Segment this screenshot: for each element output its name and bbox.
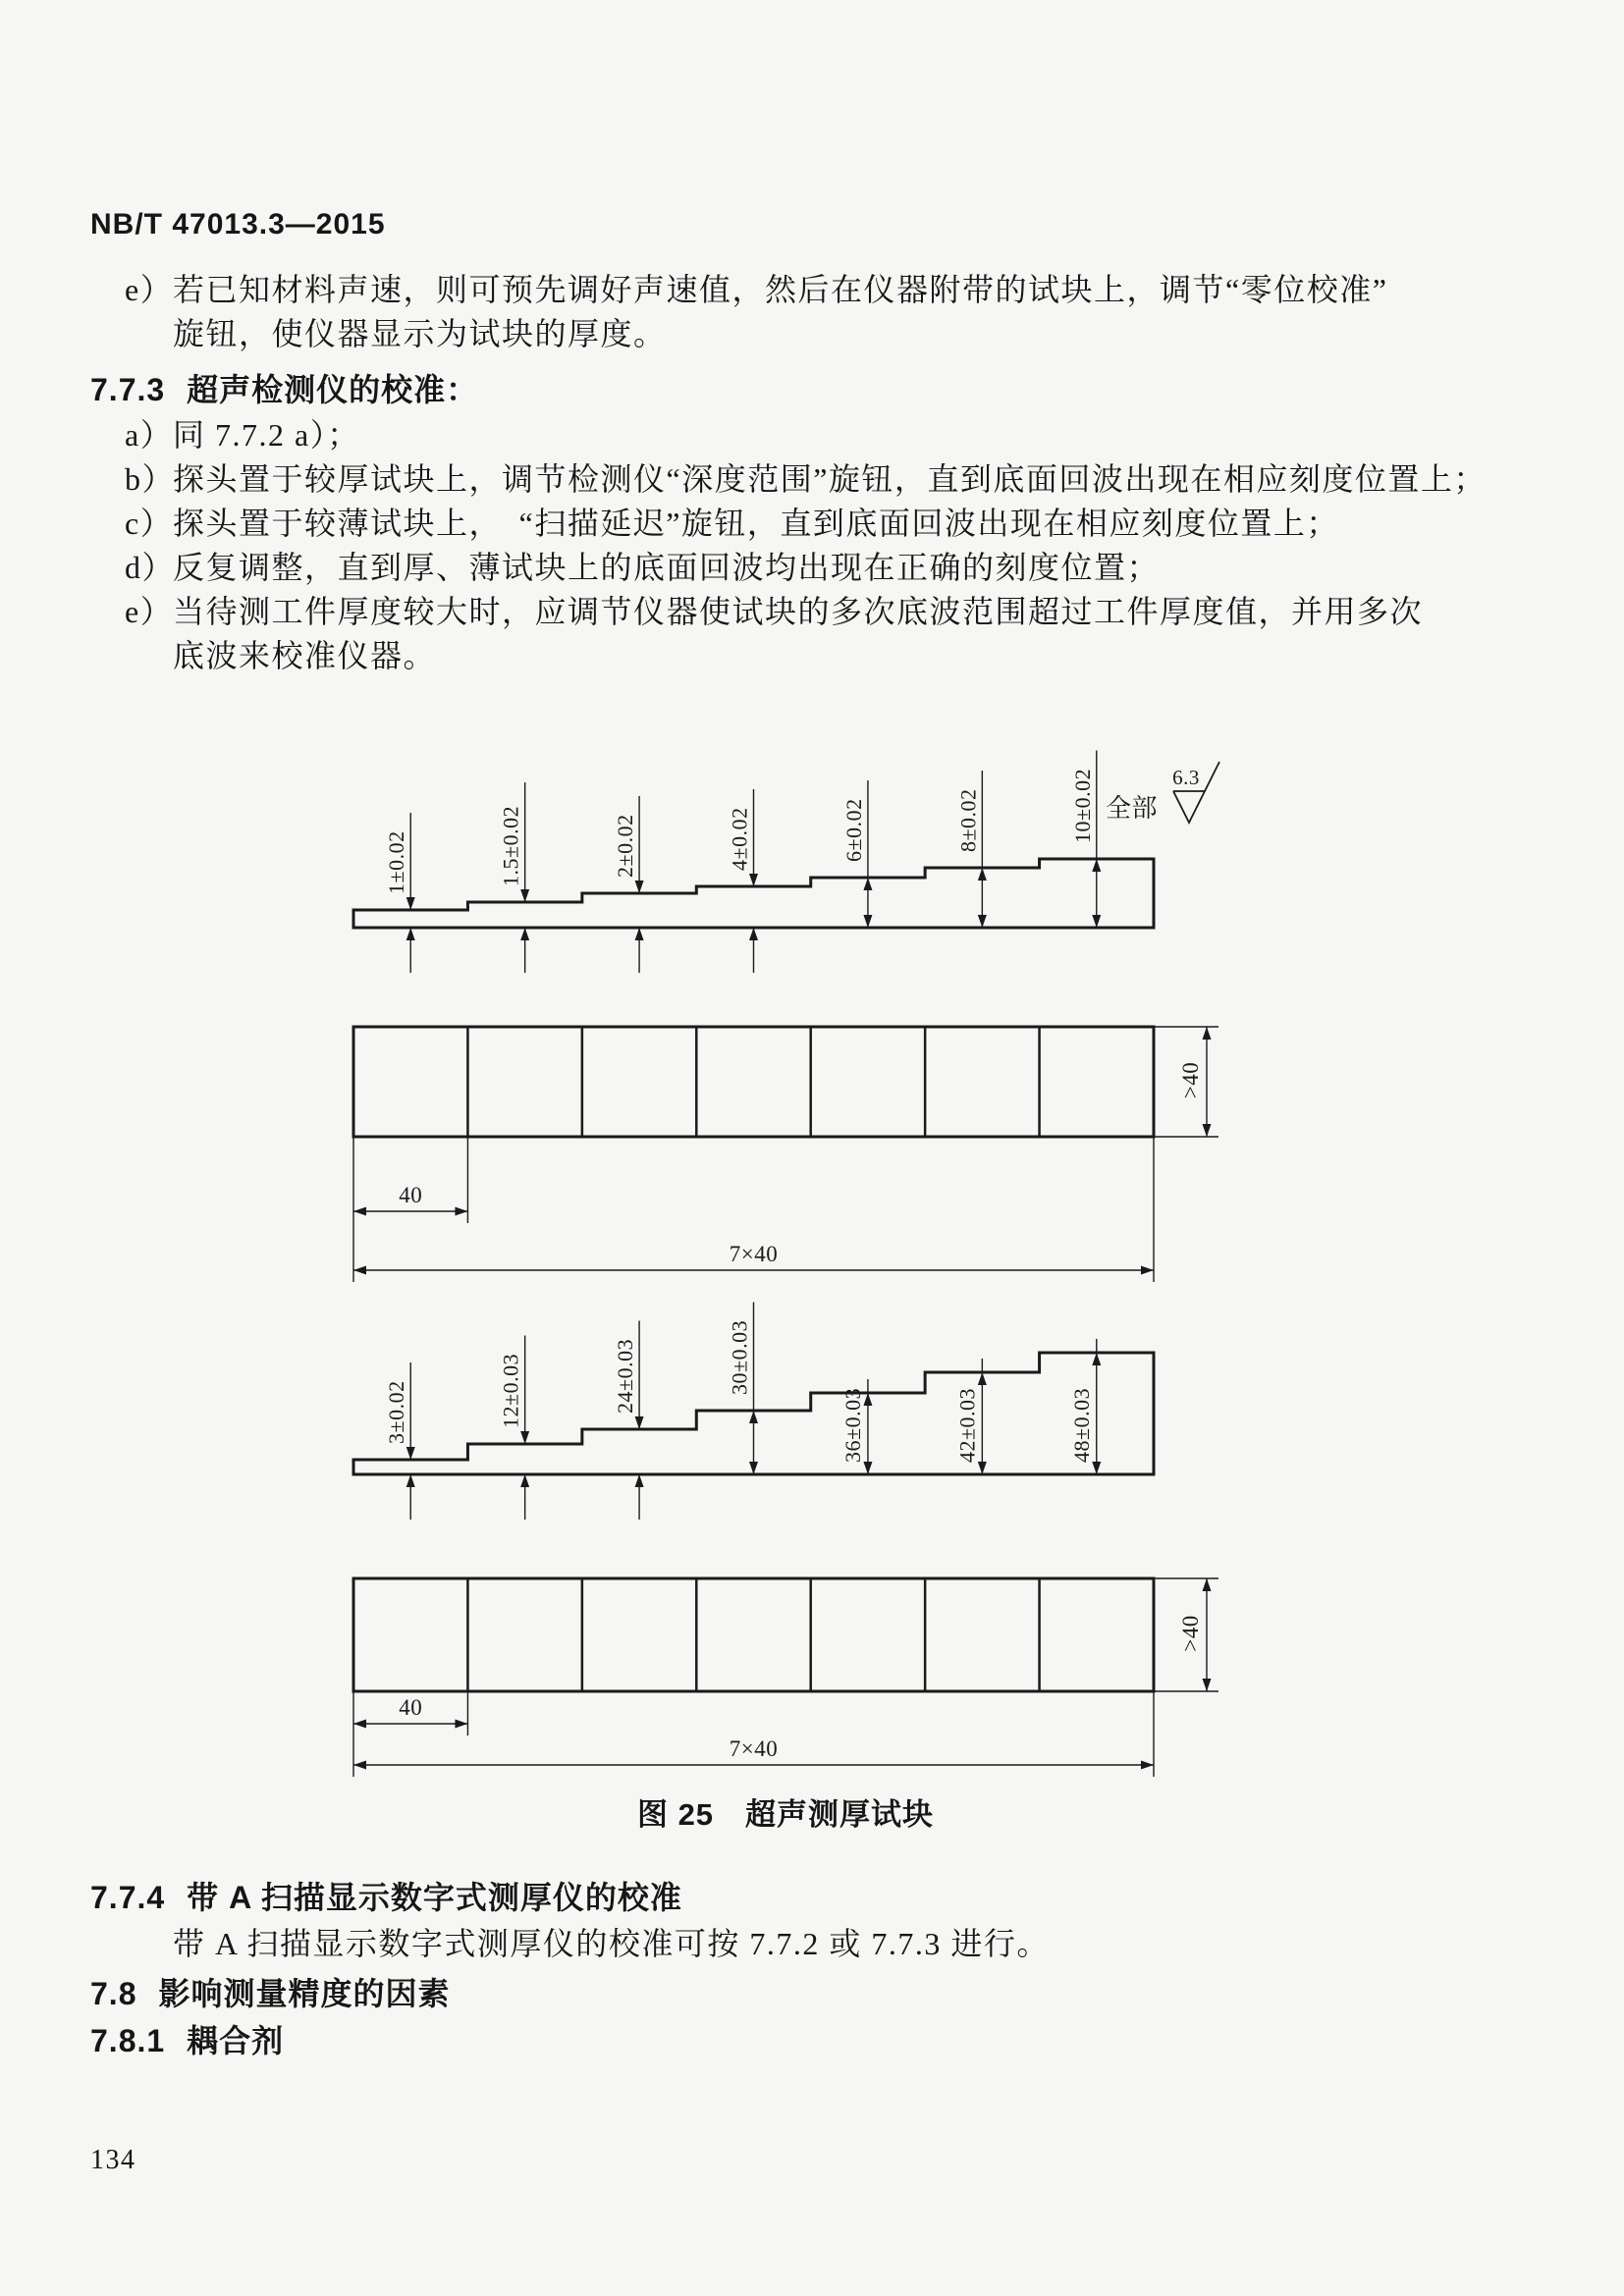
step-dim-label: 1±0.02 xyxy=(384,830,409,894)
total-width-label: 7×40 xyxy=(729,1736,779,1761)
cell-width-label: 40 xyxy=(399,1183,423,1207)
item-c-text: 探头置于较薄试块上， “扫描延迟”旋钮，直到底面回波出现在相应刻度位置上； xyxy=(173,506,1339,541)
page-number: 134 xyxy=(90,2145,136,2175)
item-d-marker: d） xyxy=(125,550,176,585)
clause-7-7-3-number: 7.7.3 xyxy=(90,372,166,407)
clause-7-7-3-title: 超声检测仪的校准： xyxy=(187,372,479,407)
total-width-label: 7×40 xyxy=(729,1242,779,1266)
item-e-text: 当待测工件厚度较大时，应调节仪器使试块的多次底波范围超过工件厚度值，并用多次 xyxy=(173,594,1424,629)
step-dim-label: 1.5±0.02 xyxy=(498,805,523,886)
item-c-marker: c） xyxy=(125,506,174,541)
step-dim-label: 8±0.02 xyxy=(955,788,981,852)
para-e-line2: 旋钮，使仪器显示为试块的厚度。 xyxy=(173,316,667,351)
item-d-text: 反复调整，直到厚、薄试块上的底面回波均出现在正确的刻度位置； xyxy=(173,550,1161,585)
clause-7-8-1-heading xyxy=(90,2024,284,2058)
step-dim-label: 24±0.03 xyxy=(613,1338,638,1414)
item-b-marker: b） xyxy=(125,461,176,497)
depth-label: >40 xyxy=(1178,1061,1203,1099)
clause-7-8-heading xyxy=(90,1977,451,2011)
document-header: NB/T 47013.3—2015 xyxy=(90,208,386,240)
para-7-7-4-text: 带 A 扫描显示数字式测厚仪的校准可按 7.7.2 或 7.7.3 进行。 xyxy=(173,1926,1050,1961)
step-dim-label: 2±0.02 xyxy=(613,814,638,878)
para-e-marker: e） xyxy=(125,272,174,307)
clause-7-7-4-title: 带 A 扫描显示数字式测厚仪的校准 xyxy=(187,1880,682,1915)
surface-scope-label: 全部 xyxy=(1106,794,1159,823)
clause-7-8-1-title: 耦合剂 xyxy=(187,2023,285,2058)
step-dim-label: 36±0.03 xyxy=(839,1387,865,1463)
item-e-text-line2: 底波来校准仪器。 xyxy=(173,638,437,673)
para-e-line1: 若已知材料声速，则可预先调好声速值，然后在仪器附带的试块上，调节“零位校准” xyxy=(173,272,1388,307)
step-dim-label: 48±0.03 xyxy=(1068,1387,1094,1463)
clause-7-7-4-number: 7.7.4 xyxy=(90,1880,166,1915)
figure-25-caption: 图 25 超声测厚试块 xyxy=(636,1797,935,1832)
step-dim-label: 6±0.02 xyxy=(840,798,866,862)
step-dim-label: 10±0.02 xyxy=(1069,768,1095,843)
depth-label: >40 xyxy=(1178,1615,1203,1652)
step-dim-label: 30±0.03 xyxy=(727,1319,752,1395)
item-a-marker: a） xyxy=(125,417,174,453)
clause-7-7-4-heading xyxy=(90,1881,682,1915)
step-dim-label: 12±0.03 xyxy=(498,1353,523,1428)
item-b-text: 探头置于较厚试块上，调节检测仪“深度范围”旋钮，直到底面回波出现在相应刻度位置上； xyxy=(173,461,1487,497)
cell-width-label: 40 xyxy=(399,1695,423,1720)
item-e-marker: e） xyxy=(125,594,174,629)
clause-7-8-title: 影响测量精度的因素 xyxy=(158,1976,451,2011)
clause-7-8-number: 7.8 xyxy=(90,1976,137,2011)
step-dim-label: 3±0.02 xyxy=(384,1380,409,1444)
surface-roughness-value: 6.3 xyxy=(1172,766,1200,789)
clause-7-8-1-number: 7.8.1 xyxy=(90,2023,166,2058)
step-dim-label: 4±0.02 xyxy=(727,807,752,871)
item-a-text: 同 7.7.2 a）； xyxy=(173,417,360,453)
step-dim-label: 42±0.03 xyxy=(954,1387,980,1463)
